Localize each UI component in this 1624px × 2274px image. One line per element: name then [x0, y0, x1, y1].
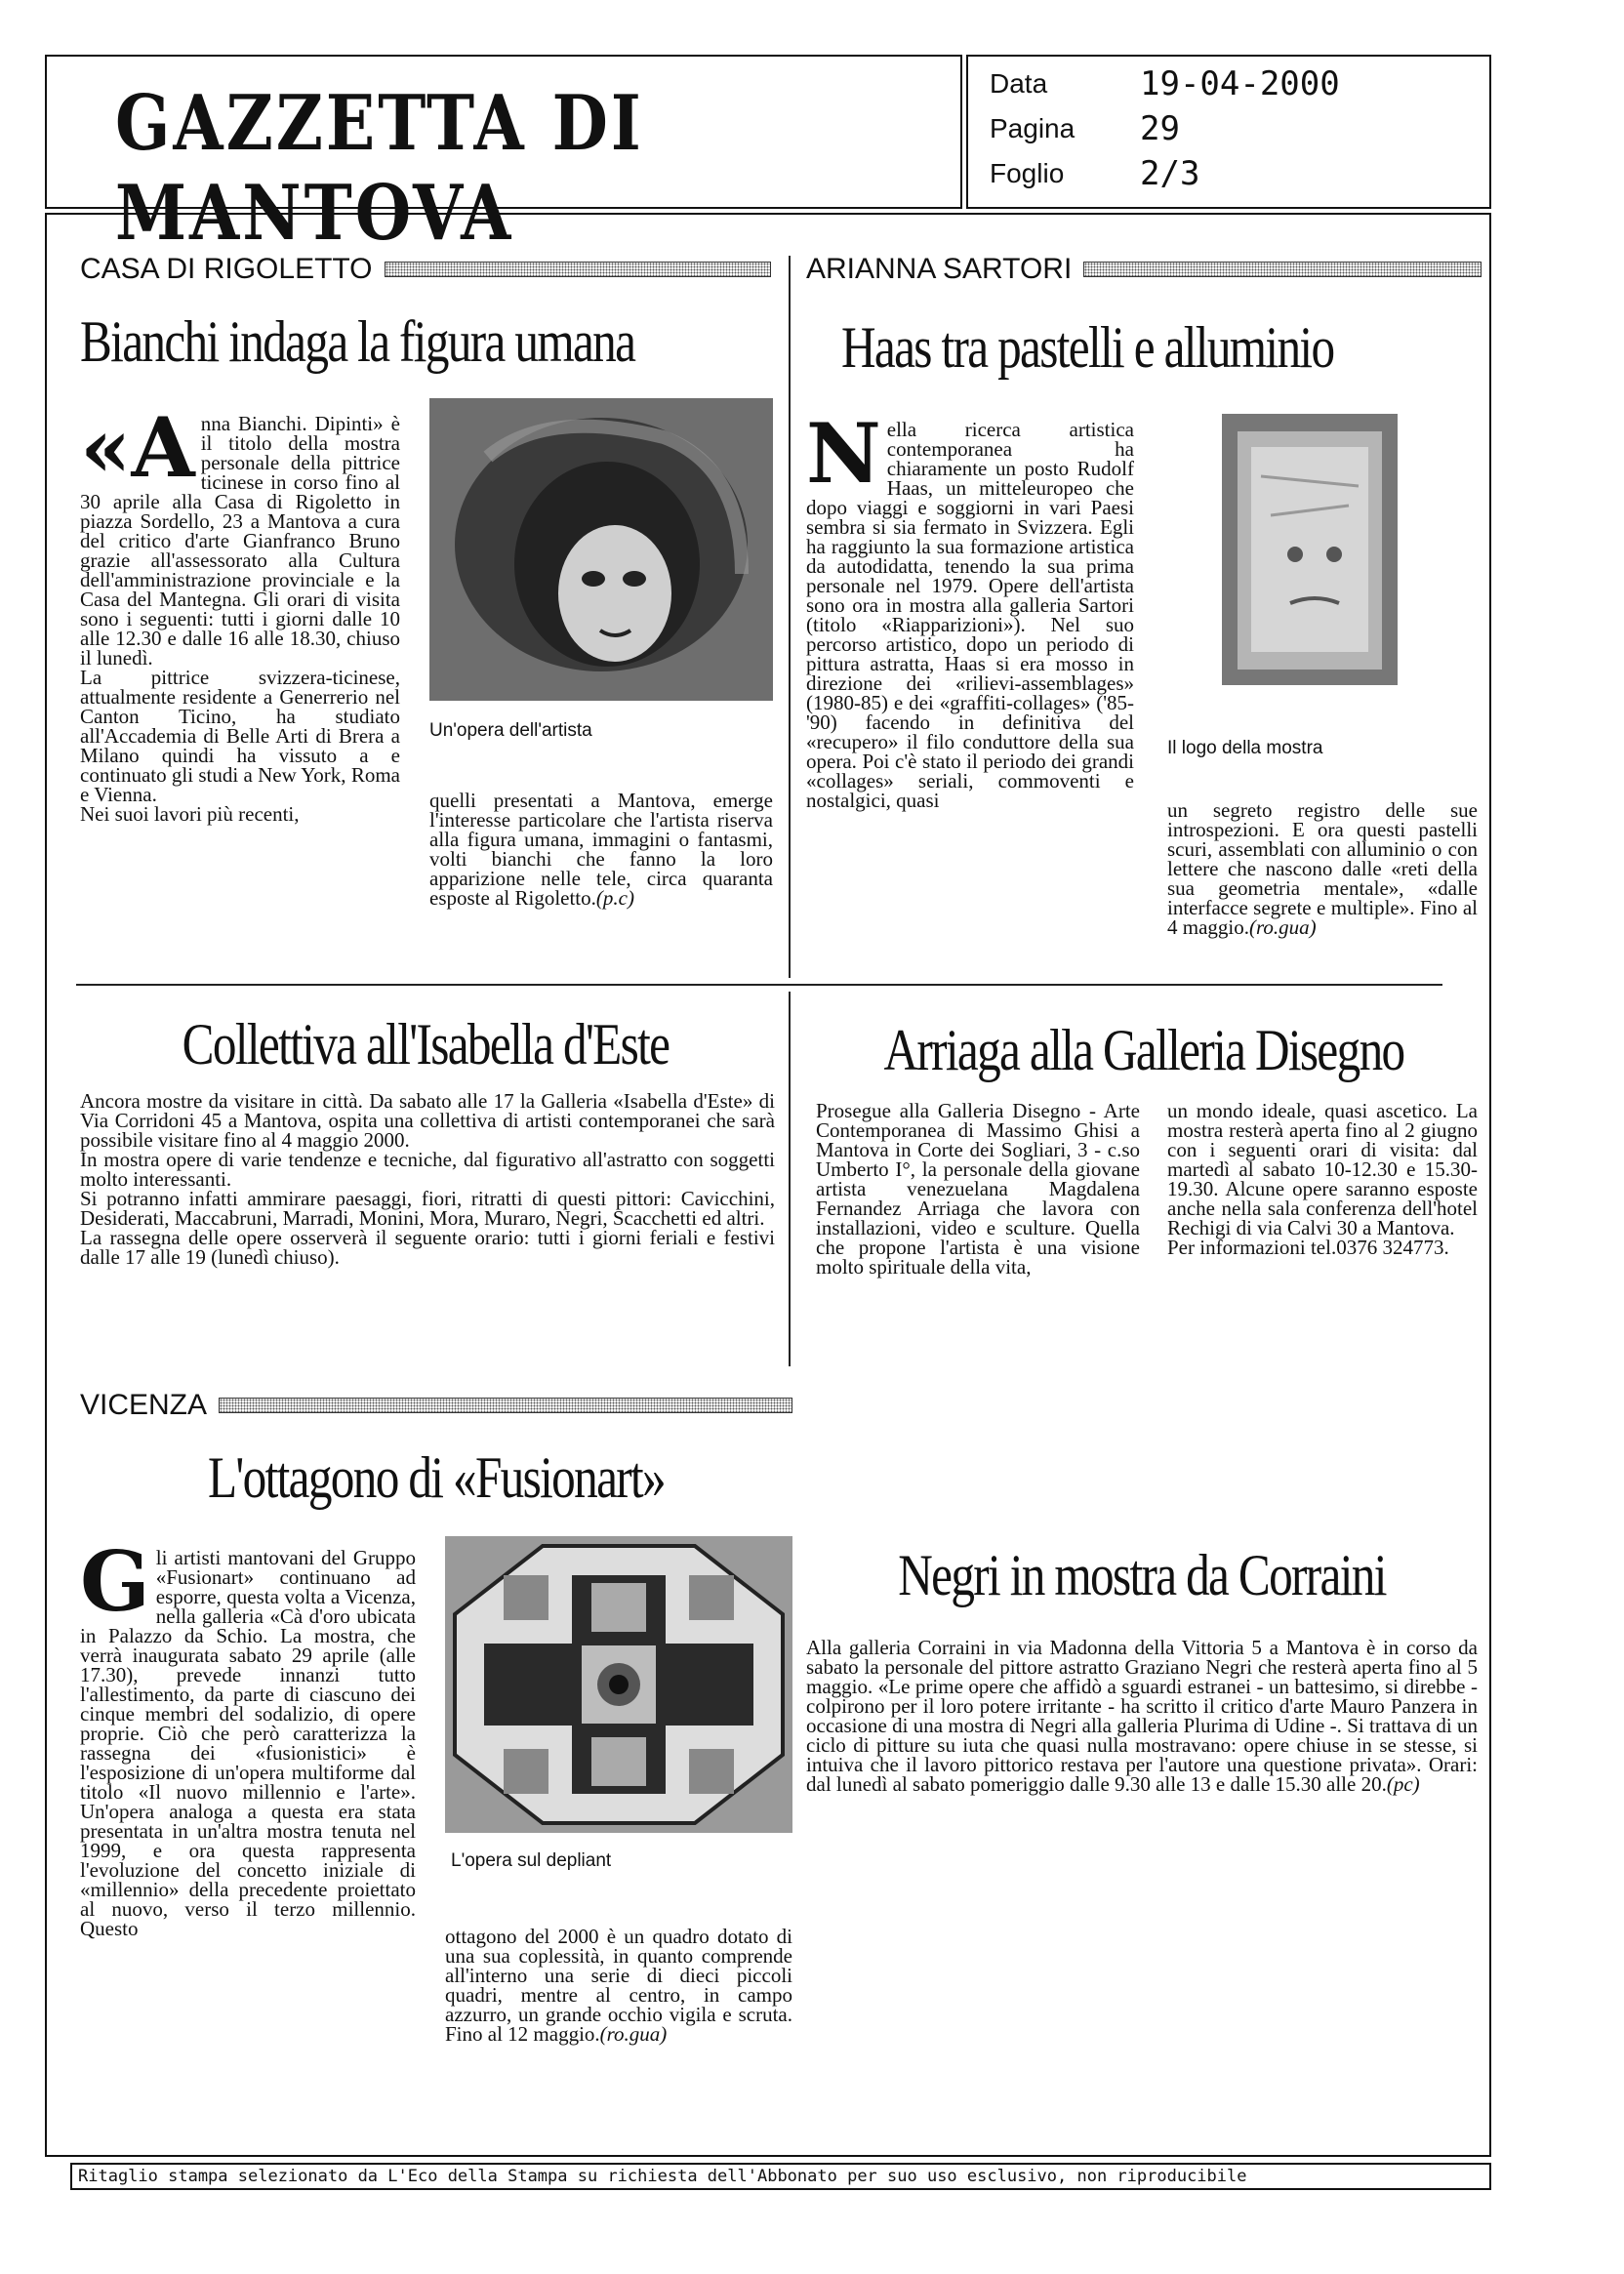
kicker-casa-di-rigoletto: [80, 250, 771, 289]
signature: (p.c): [595, 886, 634, 910]
meta-date-value: 19-04-2000: [1140, 64, 1340, 103]
article-haas-col1: [806, 400, 1134, 972]
article-collettiva-body: Ancora mostre da visitare in città. Da sabato alle 17 la Galleria «Isabella d'Este» di Via Corridoni 45 a Mantova, ospita una collettiva di artisti contemporanei che sarà possibile visitare fino al 4 maggio 2000. In mostra opere di varie tendenze e tecniche, dal figurativo all'astratto con soggetti molto interessanti. Si potranno infatti ammirare paesaggi, fiori, ritratti di questi pittori: Cavicchini, Desiderati, Maccabruni, Marradi, Monini, Mora, Muraro, Negri, Scacchetti ed altri. La rassegna delle opere osserverà il seguente orario: tutti i giorni feriali e festivi dalle 17 alle 19 (lunedì chiuso).: [80, 1091, 775, 1269]
caption-bianchi: Un'opera dell'artista: [429, 720, 592, 741]
row-rule-top: [76, 984, 1442, 986]
article-bianchi-col2: [429, 771, 773, 966]
kicker-dotted-bar: [385, 262, 771, 277]
headline-haas: Haas tra pastelli e alluminio: [841, 315, 1334, 380]
dropcap: «A: [80, 399, 195, 496]
meta-date-label: Data: [990, 68, 1048, 99]
article-text: quelli presentati a Mantova, emerge l'interesse particolare che l'artista riserva alla figura umana, immagini o fantasmi, volti bianchi che fanno la loro apparizione nelle tele, circa quaranta esposte al Rigoletto.: [429, 789, 773, 910]
meta-sheet-value: 2/3: [1140, 154, 1200, 193]
photo-bianchi-artwork: [429, 398, 773, 701]
article-text: li artisti mantovani del Gruppo «Fusionart» continuano ad esporre, questa volta a Vicenza, nella galleria «Cà d'oro ubicata in Palazzo da Schio. La mostra, che verrà inaugurata sabato 29 aprile (alle 17.30), prevede innanzi tutto l'allestimento, da parte di ciascuno dei cinque membri del sodalizio, di opere proprie. Ciò che però caratterizza la rassegna dei «fusionistici» è l'esposizione di un'opera multiforme dal titolo «Il nuovo millennio e l'arte». Un'opera analoga a questa era stata presentata in un'altra mostra tenuta nel 1999, e ora questa rappresenta l'evoluzione del concetto iniziale di «millennio» della precedente proiettato al nuovo, verso il terzo millennio. Questo: [80, 1546, 416, 1940]
article-haas-col2: [1167, 781, 1478, 972]
figure-portrait-image: [429, 398, 773, 701]
headline-collettiva: Collettiva all'Isabella d'Este: [182, 1012, 670, 1076]
headline-arriaga: Arriaga alla Galleria Disegno: [883, 1018, 1404, 1082]
kicker-label: CASA DI RIGOLETTO: [80, 253, 373, 285]
signature: (pc): [1386, 1772, 1420, 1796]
kicker-vicenza: [80, 1386, 792, 1425]
kicker-label: ARIANNA SARTORI: [806, 253, 1073, 285]
column-rule-middle: [789, 992, 791, 1366]
signature: (ro.gua): [599, 2022, 668, 2046]
caption-fusionart: L'opera sul depliant: [451, 1850, 612, 1871]
meta-box: [966, 55, 1491, 209]
kicker-dotted-bar: [219, 1398, 792, 1413]
photo-fusionart-octagon: [445, 1536, 792, 1833]
octagon-artwork-image: [445, 1536, 792, 1833]
exhibition-logo-image: [1212, 408, 1407, 691]
article-text: nna Bianchi. Dipinti» è il titolo della mostra personale della pittrice ticinese in corso fino al 30 aprile alla Casa di Rigoletto in piazza Sordello, 23 a Mantova a cura del critico d'arte Gianfranco Bruno grazie all'assessorato alla Cultura dell'amministrazione provinciale e la Casa del Mantegna. Gli orari di visita sono i seguenti: tutti i giorni dalle 10 alle 12.30 e dalle 16 alle 18.30, chiuso il lunedì. La pittrice svizzera-ticinese, attualmente residente a Generrerio nel Canton Ticino, ha studiato all'Accademia di Belle Arti di Brera a Milano quindi ha vissuto a e continuato gli studi a New York, Roma e Vienna. Nei suoi lavori più recenti,: [80, 412, 400, 826]
dropcap: N: [806, 405, 881, 502]
photo-haas-logo: [1212, 408, 1407, 691]
meta-sheet-label: Foglio: [990, 158, 1065, 188]
article-text: Alla galleria Corraini in via Madonna della Vittoria 5 a Mantova è in corso da sabato la personale del pittore astratto Graziano Negri che resterà aperta fino al 5 maggio. «Le prime opere che affidò a sguardi estranei - un battesimo, si direbbe - colpirono per il loro potere irritante - ha scritto il critico d'arte Mauro Panzera in occasione di una mostra di Negri alla galleria Plurima di Udine -. Si trattava di un ciclo di pitture su iuta che quasi nulla mostravano: opere chiuse in se stesse, si intuiva che il lavoro pittorico restava per l'autore una questione privata». Orari: dal lunedì al sabato pomeriggio dalle 9.30 alle 13 e dalle 15.30 alle 20.: [806, 1636, 1478, 1796]
article-text: un segreto registro delle sue introspezioni. E ora questi pastelli scuri, assemblati con alluminio o con lettere che nascono dalle «reti della sua geometria mentale», «dalle interfacce segrete e multiple». Fino al 4 maggio.: [1167, 798, 1478, 939]
article-text: ottagono del 2000 è un quadro dotato di una sua coplessità, in quanto comprende all'interno una serie di dieci piccoli quadri, mentre al centro, in campo azzurro, un grande occhio vigila e scruta. Fino al 12 maggio.: [445, 1925, 792, 2046]
article-arriaga-col1: Prosegue alla Galleria Disegno - Arte Contemporanea di Massimo Ghisi a Mantova in Corte dei Sogliari, 3 - c.so Umberto I°, la personale della giovane artista venezuelana Magdalena Fernandez Arriaga che lavora con installazioni, video e sculture. Quella che propone l'artista è una visione molto spirituale della vita,: [816, 1101, 1140, 1279]
kicker-label: VICENZA: [80, 1389, 208, 1421]
footer-box: [70, 2163, 1491, 2190]
headline-bianchi: Bianchi indaga la figura umana: [80, 309, 635, 374]
article-fusionart-col2: [445, 1907, 792, 2114]
caption-haas: Il logo della mostra: [1167, 738, 1323, 758]
dropcap: G: [80, 1533, 150, 1630]
article-negri-body: [806, 1618, 1478, 1901]
headline-fusionart: L'ottagono di «Fusionart»: [207, 1445, 666, 1510]
article-text: ella ricerca artistica contemporanea ha chiaramente un posto Rudolf Haas, un mitteleuropeo che dopo viaggi e soggiorni in vari Paesi sembra si sia fermato in Svizzera. Egli ha raggiunto la sua formazione artistica da autodidatta, tenendo la sua prima personale nel 1979. Opere dell'artista sono ora in mostra alla galleria Sartori (titolo «Riapparizioni»). Nel suo percorso artistico, dopo un periodo di pittura astratta, Haas si era mosso in direzione dei «rilievi-assemblages» (1980-85) e dei «graffiti-collages» ('85-'90) facendo in definitiva del «recupero» il filo conduttore della sua opera. Poi c'è stato il periodo dei grandi «collages» seriali, commoventi e nostalgici, quasi: [806, 418, 1134, 812]
kicker-arianna-sartori: [806, 250, 1482, 289]
headline-negri: Negri in mostra da Corraini: [898, 1543, 1386, 1607]
column-rule-top: [789, 256, 791, 978]
newspaper-title: GAZZETTA DI MANTOVA: [115, 78, 644, 259]
article-bianchi-col1: [80, 394, 400, 966]
footer-disclaimer: Ritaglio stampa selezionato da L'Eco della Stampa su richiesta dell'Abbonato per suo uso esclusivo, non riproducibile: [78, 2167, 1247, 2186]
meta-page-label: Pagina: [990, 113, 1076, 143]
article-fusionart-col1: [80, 1528, 416, 2114]
article-arriaga-col2: un mondo ideale, quasi ascetico. La mostra resterà aperta fino al 2 giugno con i seguenti orari di visita: dal martedì al sabato 10-12.30 e 15.30-19.30. Alcune opere saranno esposte anche nella sala conferenza dell'hotel Rechigi di via Calvi 30 a Mantova. Per informazioni tel.0376 324773.: [1167, 1101, 1478, 1259]
kicker-dotted-bar: [1083, 262, 1482, 277]
masthead-box: [45, 55, 962, 259]
meta-page-value: 29: [1140, 109, 1180, 148]
signature: (ro.gua): [1249, 915, 1317, 939]
